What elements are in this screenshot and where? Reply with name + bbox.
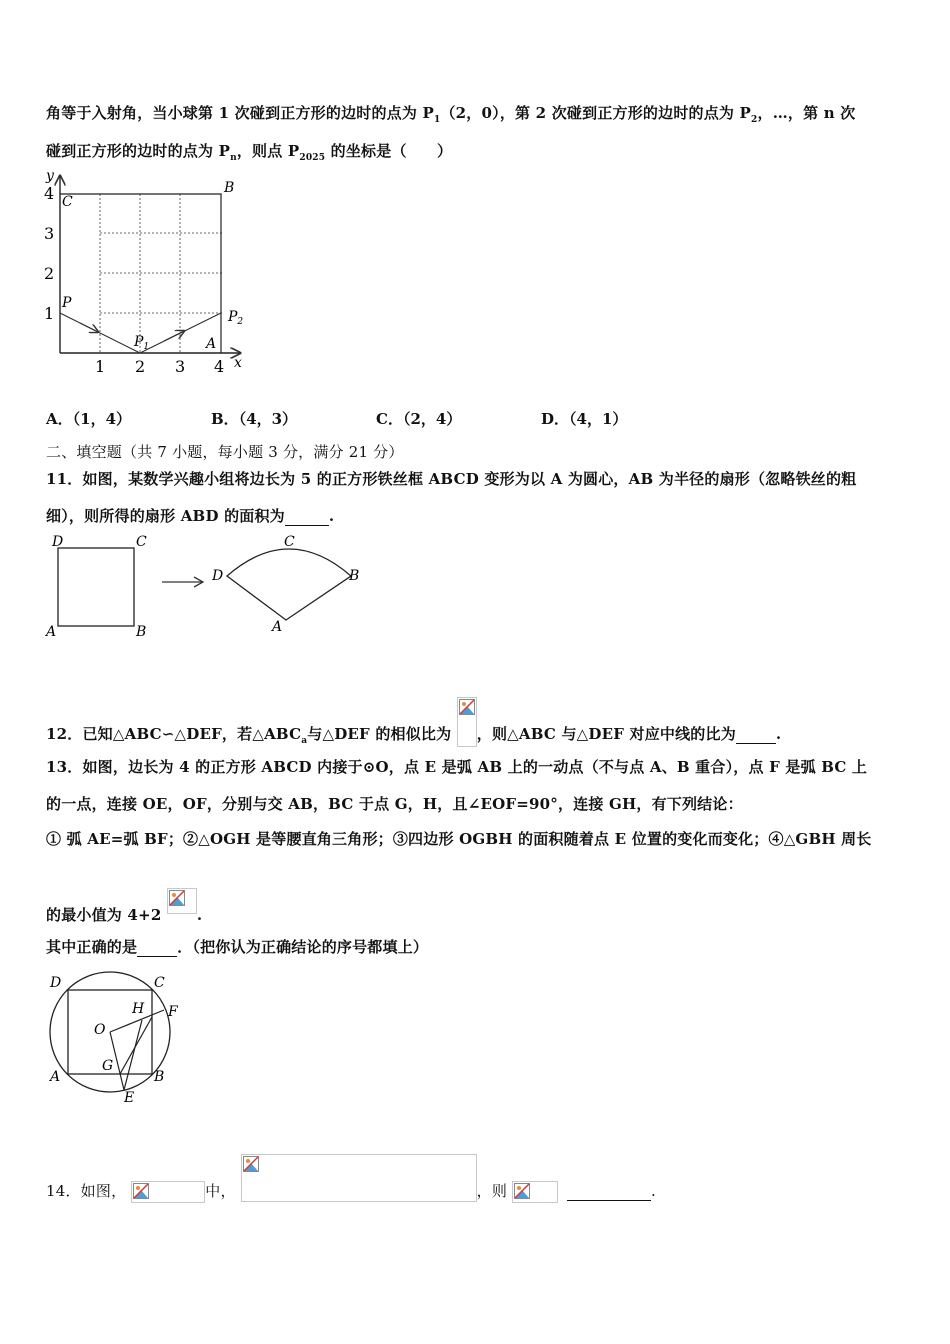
q12-text: 12．已知△ABC∽△DEF，若$\triangle ABC_a$与△DEF 的相似比为 ，则△ABC 与△DEF 对应中线的比为 . [46, 697, 781, 747]
arc-C-label: C [284, 534, 295, 550]
q14-condition-image [241, 1154, 477, 1202]
option-c[interactable]: C．（2，4） [376, 410, 462, 428]
option-a[interactable]: A．（1，4） [46, 410, 132, 428]
point-A-label: A [206, 336, 217, 352]
q14-query-image [512, 1181, 558, 1203]
q13-sqrt-image [167, 888, 197, 914]
broken-image-icon [243, 1156, 259, 1172]
sq-B-label: B [136, 624, 147, 640]
q14-answer-blank[interactable] [567, 1182, 651, 1201]
q11-square-to-sector-figure [44, 532, 364, 640]
label-C: C [154, 975, 165, 991]
q11-text-line-2: 细），则所得的扇形 ABD 的面积为 . [46, 507, 335, 525]
section-2-title: 二、填空题（共 7 小题，每小题 3 分，满分 21 分） [46, 443, 404, 461]
sq-C-label: C [136, 534, 147, 550]
q13-answer-blank[interactable] [137, 938, 177, 957]
q12-ratio-image [457, 697, 477, 747]
label-F: F [168, 1004, 178, 1020]
label-O: O [94, 1022, 106, 1038]
q10-text-line-1: 角等于入射角，当小球第 1 次碰到正方形的边时的点为 $P_1(2$，0），第 2 次碰到正方形的边时的点为 $P_2$，…，第 n 次 [46, 104, 856, 125]
label-H: H [132, 1001, 145, 1017]
arrow-2 [164, 331, 184, 341]
broken-image-icon [459, 699, 475, 715]
square-ABCD [58, 548, 134, 626]
y-tick-2: 2 [44, 264, 55, 283]
q10-text-line-2: 碰到正方形的边时的点为 $P_n$，则点 $P_{2025}$ 的坐标是（ ） [46, 142, 453, 163]
q14-triangle-image [131, 1181, 205, 1203]
point-B-label: B [224, 180, 235, 196]
x-axis-label: x [234, 355, 242, 371]
arc-B-label: B [349, 568, 360, 584]
label-D: D [50, 975, 62, 991]
label-B: B [154, 1069, 165, 1085]
point-P-label: P [62, 295, 72, 311]
label-G: G [102, 1058, 114, 1074]
arrow-1 [80, 323, 98, 332]
label-A: A [50, 1069, 61, 1085]
x-tick-3: 3 [175, 357, 186, 376]
label-E: E [124, 1090, 135, 1106]
sector-ABD [227, 549, 351, 620]
y-tick-1: 1 [44, 304, 55, 323]
y-tick-4: 4 [44, 184, 55, 203]
arc-D-label: D [212, 568, 224, 584]
x-tick-4: 4 [214, 357, 225, 376]
q11-answer-blank[interactable] [285, 507, 329, 526]
option-d[interactable]: D．（4，1） [541, 410, 628, 428]
q13-text-line-3: ① 弧 AE=弧 BF；②△OGH 是等腰直角三角形；③四边形 OGBH 的面积随着点 E 位置的变化而变化；④△GBH 周长 [46, 830, 872, 848]
point-P2-label: $P_2$ [228, 309, 244, 327]
q12-answer-blank[interactable] [736, 725, 776, 744]
q10-coordinate-figure [40, 166, 255, 380]
broken-image-icon [514, 1183, 530, 1199]
q13-text-line-5: 其中正确的是 ．（把你认为正确结论的序号都填上） [46, 938, 429, 956]
point-C-label: C [62, 194, 73, 210]
q13-circle-square-figure [44, 970, 189, 1106]
y-tick-3: 3 [44, 224, 55, 243]
y-axis-label: y [46, 168, 54, 184]
arc-A-label: A [272, 619, 283, 635]
broken-image-icon [133, 1183, 149, 1199]
option-b[interactable]: B．（4，3） [211, 410, 298, 428]
sq-D-label: D [52, 534, 64, 550]
broken-image-icon [169, 890, 185, 906]
sq-A-label: A [46, 624, 57, 640]
q13-text-line-1: 13．如图，边长为 4 的正方形 ABCD 内接于⊙O，点 E 是弧 AB 上的一动点（不与点 A、B 重合），点 F 是弧 BC 上 [46, 758, 868, 776]
segment-HE [124, 1020, 142, 1090]
q13-text-line-2: 的一点，连接 OE，OF，分别与交 AB，BC 于点 G，H，且∠EOF=90°，连接 GH，有下列结论： [46, 795, 743, 813]
x-tick-2: 2 [135, 357, 146, 376]
q11-text-line-1: 11．如图，某数学兴趣小组将边长为 5 的正方形铁丝框 ABCD 变形为以 A 为圆心，AB 为半径的扇形（忽略铁丝的粗 [46, 470, 857, 488]
q13-text-line-4: 的最小值为 4+2 . [46, 888, 202, 925]
q14-text: 14．如图， 中， ，则 . [46, 1154, 656, 1203]
x-tick-1: 1 [95, 357, 106, 376]
point-P1-label: $P_1$ [134, 334, 150, 352]
